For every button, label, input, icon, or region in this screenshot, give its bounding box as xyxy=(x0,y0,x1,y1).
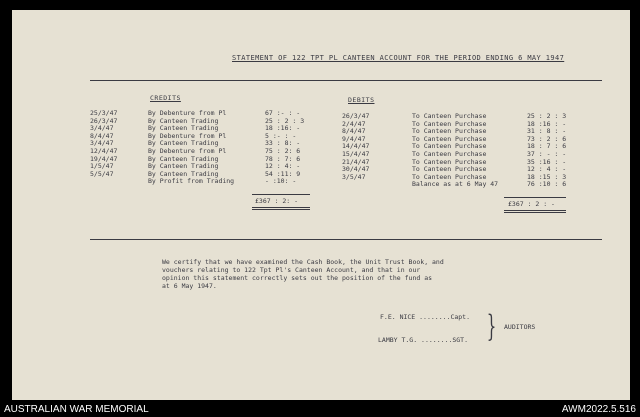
debits-header: DEBITS xyxy=(348,96,375,104)
amount-cell: 67 :- : - xyxy=(265,109,301,117)
amount-cell: - :10: - xyxy=(265,177,297,186)
amount-cell: 18 :16 : - xyxy=(527,119,567,128)
description-cell: To Canteen Purchase xyxy=(412,119,487,128)
amount-cell: 35 :16 : - xyxy=(527,157,567,166)
date-cell: 3/5/47 xyxy=(342,172,366,181)
credits-table xyxy=(90,110,320,186)
date-cell: 14/4/47 xyxy=(342,142,370,151)
description-cell: To Canteen Purchase xyxy=(412,127,487,136)
amount-cell: 12 : 4: - xyxy=(265,162,301,171)
debits-subtotal-rule xyxy=(504,197,566,198)
date-cell: 15/4/47 xyxy=(342,149,370,158)
signature-2: LAMBY T.G. ........SGT. xyxy=(378,336,469,344)
amount-cell: 18 :15 : 3 xyxy=(527,172,567,181)
date-cell: 8/4/47 xyxy=(342,127,366,136)
description-cell: By Debenture from Pl xyxy=(148,146,227,155)
amount-cell: 78 : 7: 6 xyxy=(265,154,301,163)
description-cell: By Debenture from Pl xyxy=(148,109,227,117)
description-cell: By Canteen Trading xyxy=(148,116,219,125)
document-page xyxy=(12,10,630,400)
date-cell: 8/4/47 xyxy=(90,131,114,140)
footer-bar xyxy=(0,402,640,417)
date-cell: 21/4/47 xyxy=(342,157,370,166)
date-cell: 26/3/47 xyxy=(342,112,370,120)
date-cell: 1/5/47 xyxy=(90,162,114,171)
credits-total-rule-2 xyxy=(252,209,310,210)
credits-total: £367 : 2: - xyxy=(255,197,299,205)
description-cell: By Profit from Trading xyxy=(148,177,235,186)
date-cell: 5/5/47 xyxy=(90,169,114,178)
description-cell: By Canteen Trading xyxy=(148,154,219,163)
debits-total-rule-1 xyxy=(504,210,566,211)
description-cell: To Canteen Purchase xyxy=(412,157,487,166)
amount-cell: 73 : 2 : 6 xyxy=(527,134,567,143)
signature-1: F.E. NICE ........Capt. xyxy=(380,313,471,321)
amount-cell: 18 :16: - xyxy=(265,124,301,133)
amount-cell: 37 : - : - xyxy=(527,149,567,158)
date-cell: 3/4/47 xyxy=(90,139,114,148)
auditors-label: AUDITORS xyxy=(504,323,536,331)
description-cell: To Canteen Purchase xyxy=(412,134,487,143)
amount-cell: 12 : 4 : - xyxy=(527,165,567,174)
credits-total-rule-1 xyxy=(252,207,310,208)
amount-cell: 5 :- : - xyxy=(265,131,297,140)
description-cell: To Canteen Purchase xyxy=(412,112,487,120)
middle-rule xyxy=(90,239,602,240)
debits-table xyxy=(342,113,582,189)
description-cell: By Canteen Trading xyxy=(148,162,219,171)
certification-text: We certify that we have examined the Cash Book, the Unit Trust Book, and vouchers relating to 122 Tpt Pl's Canteen Account, and that in our opinion this statement correctly sets out the position of the fund as at 6 May 1947. xyxy=(162,258,444,290)
document-title: STATEMENT OF 122 TPT PL CANTEEN ACCOUNT FOR THE PERIOD ENDING 6 MAY 1947 xyxy=(232,54,565,62)
description-cell: To Canteen Purchase xyxy=(412,142,487,151)
debit-row xyxy=(342,181,582,189)
date-cell: 2/4/47 xyxy=(342,119,366,128)
description-cell: To Canteen Purchase xyxy=(412,149,487,158)
amount-cell: 18 : 7 : 6 xyxy=(527,142,567,151)
amount-cell: 75 : 2: 6 xyxy=(265,146,301,155)
description-cell: By Canteen Trading xyxy=(148,124,219,133)
debits-total: £367 : 2 : - xyxy=(508,200,555,208)
date-cell: 25/3/47 xyxy=(90,109,118,117)
amount-cell: 25 : 2 : 3 xyxy=(265,116,305,125)
credits-header: CREDITS xyxy=(150,94,181,102)
amount-cell: 25 : 2 : 3 xyxy=(527,112,567,120)
description-cell: To Canteen Purchase xyxy=(412,172,487,181)
amount-cell: 54 :11: 9 xyxy=(265,169,301,178)
description-cell: By Canteen Trading xyxy=(148,169,219,178)
description-cell: Balance as at 6 May 47 xyxy=(412,180,499,189)
credits-subtotal-rule xyxy=(252,194,310,195)
amount-cell: 33 : 8: - xyxy=(265,139,301,148)
date-cell: 30/4/47 xyxy=(342,165,370,174)
amount-cell: 76 :10 : 6 xyxy=(527,180,567,189)
date-cell: 26/3/47 xyxy=(90,116,118,125)
date-cell: 3/4/47 xyxy=(90,124,114,133)
date-cell: 19/4/47 xyxy=(90,154,118,163)
description-cell: By Canteen Trading xyxy=(148,139,219,148)
description-cell: By Debenture from Pl xyxy=(148,131,227,140)
amount-cell: 31 : 8 : - xyxy=(527,127,567,136)
description-cell: To Canteen Purchase xyxy=(412,165,487,174)
footer-accession-number: AWM2022.5.516 xyxy=(561,404,636,415)
date-cell: 9/4/47 xyxy=(342,134,366,143)
debits-total-rule-2 xyxy=(504,212,566,213)
top-rule xyxy=(90,80,602,81)
credit-row xyxy=(90,178,320,186)
date-cell: 12/4/47 xyxy=(90,146,118,155)
footer-institution: AUSTRALIAN WAR MEMORIAL xyxy=(4,404,149,415)
signature-brace: } xyxy=(486,309,497,344)
